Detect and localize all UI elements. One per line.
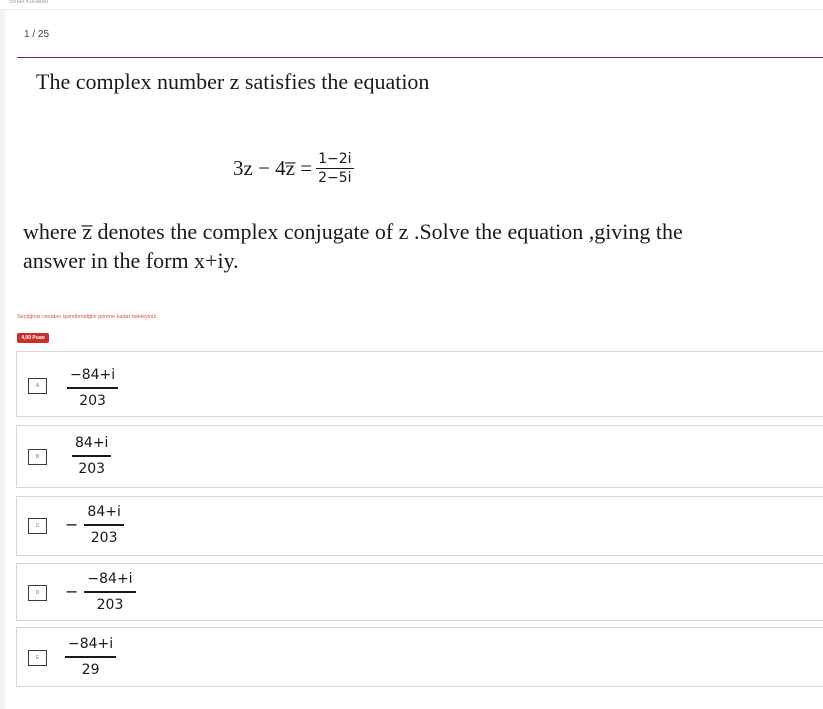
left-rail [0,10,5,709]
option-b-denominator: 203 [78,460,106,477]
option-letter-e[interactable]: E [28,650,47,666]
option-d-numerator: −84+i [87,571,133,587]
option-letter-d[interactable]: D [28,585,47,601]
question-line-2: where z̅ denotes the complex conjugate of z .Solve the equation ,giving the answer in the form x+iy. [23,219,683,273]
answer-option-e[interactable] [16,627,823,687]
option-d-sign: − [65,582,79,602]
equation-denominator: 2−5i [318,170,352,186]
option-d-fraction [65,570,136,614]
equation-lhs: 3z − 4z̅ = [233,156,313,180]
answer-option-b[interactable] [16,425,823,488]
fraction-bar [65,656,116,658]
fraction-bar [84,591,135,593]
answer-option-d[interactable] [16,563,823,621]
option-b-fraction [72,434,111,478]
option-e-numerator: −84+i [68,636,114,652]
wait-hint: Seçtiğiniz cevabın işaretlendiğini görene kadar bekleyiniz. [17,314,158,320]
option-letter-b[interactable]: B [28,449,47,465]
answer-option-c[interactable] [16,496,823,556]
option-a-denominator: 203 [79,392,106,409]
option-a-fraction [67,366,118,410]
equation-fraction [316,150,353,187]
option-c-denominator: 203 [90,529,118,546]
equation-numerator: 1−2i [318,151,352,167]
option-d-denominator: 203 [96,596,124,613]
site-label[interactable]: Sınav Kurallari [9,0,49,5]
option-letter-a[interactable]: A [28,378,47,394]
question-line-1: The complex number z satisfies the equation [36,69,430,94]
question-image [17,60,823,290]
fraction-bar [84,524,123,526]
fraction-bar [72,455,111,457]
option-c-sign: − [65,515,79,535]
fraction-bar [67,387,118,389]
top-bar [0,0,823,10]
option-b-numerator: 84+i [75,435,109,451]
option-c-fraction [65,503,124,547]
option-e-fraction [65,635,116,679]
header-divider [17,57,823,58]
option-e-denominator: 29 [81,661,100,678]
points-badge: 4,00 Puan [17,333,49,343]
question-counter: 1 / 25 [24,29,50,40]
option-c-numerator: 84+i [87,504,121,520]
answer-option-a[interactable] [16,351,823,417]
option-a-numerator: −84+i [70,367,116,383]
question-equation [233,150,354,187]
option-letter-c[interactable]: C [28,518,47,534]
